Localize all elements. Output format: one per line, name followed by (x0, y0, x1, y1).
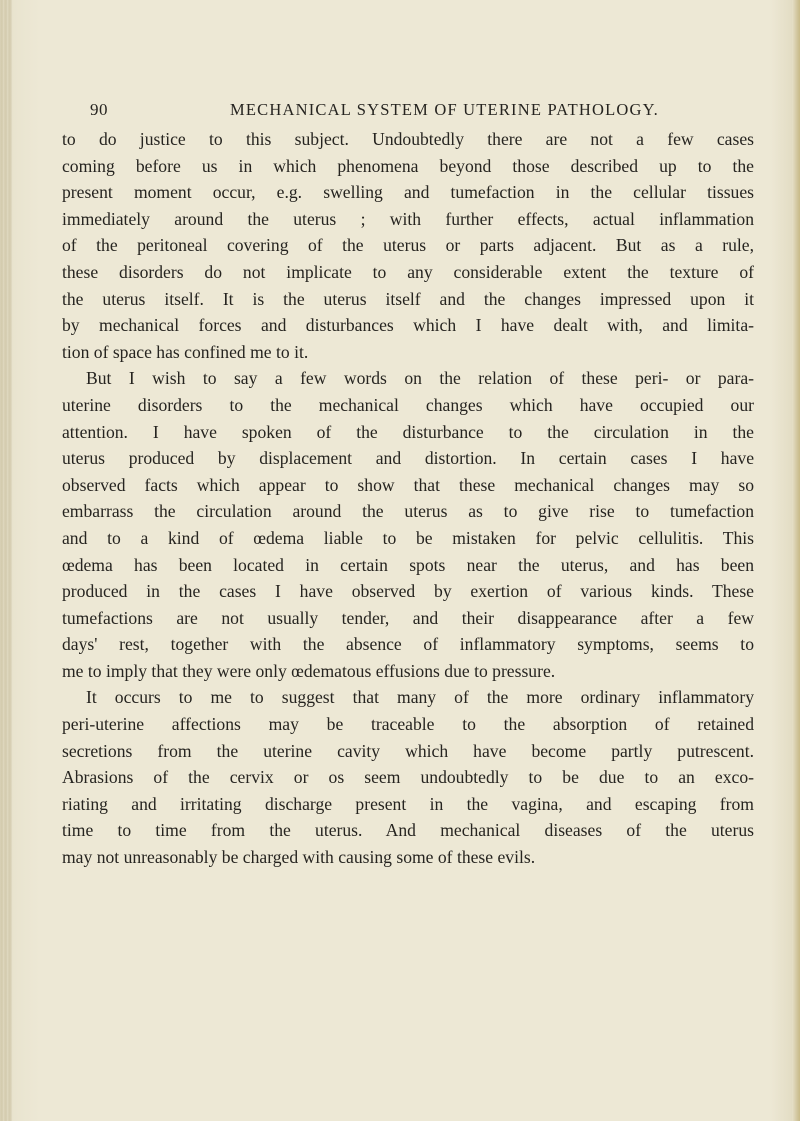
text-line: me to imply that they were only œdematous effusions due to pressure. (62, 660, 556, 681)
text-line: to do justice to this subject. Undoubtedly there are not a few cases (62, 129, 754, 149)
text-line: present moment occur, e.g. swelling and tumefaction in the cellular tissues (62, 182, 754, 203)
text-line: tion of space has confined me to it. (62, 341, 309, 362)
text-line: uterus produced by displacement and distortion. In certain cases I have (62, 448, 754, 469)
body-text (62, 126, 754, 871)
text-line: may not unreasonably be charged with causing some of these evils. (62, 847, 536, 868)
text-line: But I wish to say a few words on the relation of these peri- or para- (86, 368, 754, 389)
text-line: the uterus itself. It is the uterus itself and the changes impressed upon it (62, 288, 754, 309)
text-line: embarrass the circulation around the uterus as to give rise to tumefaction (62, 501, 754, 522)
text-line: time to time from the uterus. And mechanical diseases of the uterus (62, 820, 754, 841)
text-line: observed facts which appear to show that these mechanical changes may so (62, 474, 754, 495)
text-line: secretions from the uterine cavity which have become partly putrescent. (62, 740, 754, 761)
text-line: attention. I have spoken of the disturbance to the circulation in the (62, 421, 754, 442)
text-line: riating and irritating discharge present in the vagina, and escaping from (62, 793, 754, 814)
running-head-title: MECHANICAL SYSTEM OF UTERINE PATHOLOGY. (230, 100, 659, 119)
text-line: produced in the cases I have observed by exertion of various kinds. These (62, 581, 754, 602)
text-line: and to a kind of œdema liable to be mistaken for pelvic cellulitis. This (62, 527, 754, 548)
page-outer-edge (792, 0, 800, 1121)
running-head (90, 100, 730, 124)
page-number: 90 (90, 100, 108, 119)
text-line: days' rest, together with the absence of inflammatory symptoms, seems to (62, 634, 754, 655)
text-line: coming before us in which phenomena beyond those described up to the (62, 155, 754, 176)
text-line: immediately around the uterus ; with further effects, actual inflammation (62, 208, 754, 229)
text-line: by mechanical forces and disturbances which I have dealt with, and limita- (62, 315, 754, 336)
text-line: Abrasions of the cervix or os seem undoubtedly to be due to an exco- (62, 767, 754, 788)
text-line: peri-uterine affections may be traceable to the absorption of retained (62, 714, 754, 735)
paragraph-3 (62, 684, 754, 870)
text-line: œdema has been located in certain spots near the uterus, and has been (62, 554, 754, 575)
text-line: of the peritoneal covering of the uterus or parts adjacent. But as a rule, (62, 235, 754, 256)
text-line: tumefactions are not usually tender, and their disappearance after a few (62, 607, 754, 628)
text-line: uterine disorders to the mechanical changes which have occupied our (62, 394, 754, 415)
paragraph-1 (62, 126, 754, 365)
text-line: It occurs to me to suggest that many of the more ordinary inflammatory (86, 687, 754, 708)
page-binding-edge (0, 0, 12, 1121)
paragraph-2 (62, 365, 754, 684)
text-line: these disorders do not implicate to any considerable extent the texture of (62, 261, 754, 282)
